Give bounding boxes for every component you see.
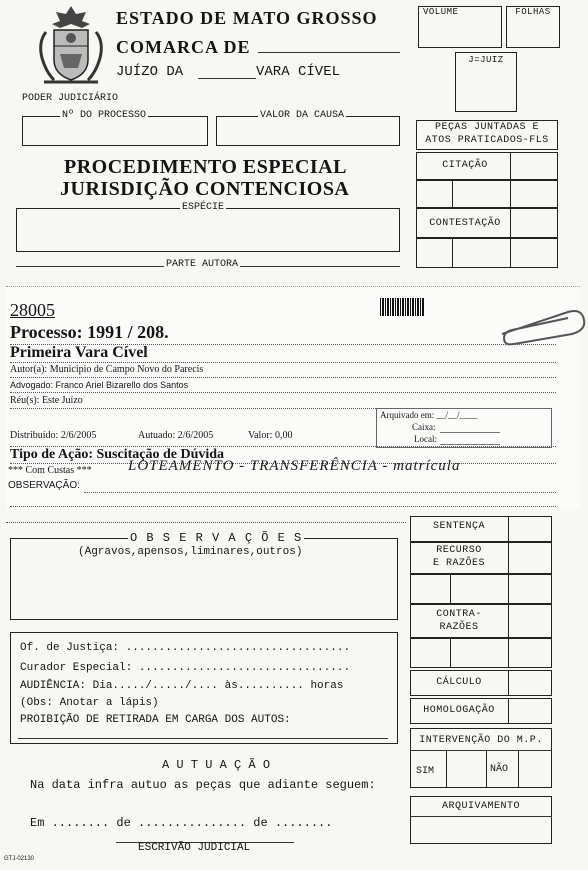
autuacao-title: A U T U A Ç Ã O xyxy=(162,758,271,772)
contestacao-box: CONTESTAÇÃO xyxy=(416,208,558,238)
label-tipo-acao: Tipo de Ação: Suscitação de Dúvida xyxy=(10,447,225,462)
label-reu: Réu(s): Este Juízo xyxy=(10,395,83,406)
pasted-label xyxy=(6,286,580,509)
label-autor: Autor(a): Municipio de Campo Novo do Parecis xyxy=(10,364,204,375)
sim-label: SIM xyxy=(416,766,435,777)
especie-label: ESPÉCIE xyxy=(182,202,225,213)
observacoes-title: O B S E R V A Ç Õ E S xyxy=(130,531,303,545)
title-line2: JURISDIÇÃO CONTENCIOSA xyxy=(60,178,350,200)
curador-line: Curador Especial: ................................ xyxy=(20,662,351,674)
especie-field xyxy=(16,208,400,252)
intervencao-mp-box: INTERVENÇÃO DO M.P. xyxy=(410,728,552,788)
proibicao-line: PROIBIÇÃO DE RETIRADA EM CARGA DOS AUTOS: xyxy=(20,714,291,726)
juiz-box: J=JUIZ xyxy=(455,52,517,112)
label-vara: Primeira Vara Cível xyxy=(10,344,148,361)
obs-lapis: (Obs: Anotar a lápis) xyxy=(20,697,159,709)
recurso-box: RECURSO E RAZÕES xyxy=(410,542,552,574)
homologacao-box: HOMOLOGAÇÃO xyxy=(410,698,552,724)
label-advogado: Advogado: Franco Ariel Bizarello dos Santos xyxy=(10,380,189,390)
escrivao-label: ESCRIVÃO JUDICIAL xyxy=(138,842,251,854)
sentenca-box: SENTENÇA xyxy=(410,516,552,542)
label-autuado: Autuado: 2/6/2005 xyxy=(138,430,214,441)
autuacao-em-line: Em ........ de ............... de ........ xyxy=(30,816,333,830)
of-justica-line: Of. de Justiça: .................................. xyxy=(20,642,351,654)
label-caixa: Caixa: xyxy=(412,422,436,432)
juizo-suffix: VARA CÍVEL xyxy=(256,64,341,80)
folhas-box: FOLHAS xyxy=(506,6,560,48)
audiencia-line: AUDIÊNCIA: Dia...../...../.... às.......... horas xyxy=(20,680,344,692)
grid-row-1 xyxy=(416,180,558,208)
label-processo: Processo: 1991 / 208. xyxy=(10,322,169,342)
poder-judiciario: PODER JUDICIÁRIO xyxy=(22,93,119,104)
valor-label: VALOR DA CAUSA xyxy=(260,110,345,121)
paper-clip xyxy=(498,306,586,346)
state-heading: ESTADO DE MATO GROSSO xyxy=(116,8,378,28)
comarca-fill-line xyxy=(258,52,400,53)
juizo-fill-line xyxy=(198,78,256,79)
barcode xyxy=(380,298,424,316)
observacoes-subtitle: (Agravos,apensos,liminares,outros) xyxy=(78,546,303,558)
label-custas: *** Com Custas *** xyxy=(8,465,92,476)
label-local: Local: xyxy=(414,434,437,444)
coat-of-arms-seal xyxy=(32,2,110,88)
footer-code: GTJ-02130 xyxy=(4,856,35,862)
pecas-juntadas-box: PEÇAS JUNTADAS E ATOS PRATICADOS-FLS xyxy=(416,120,558,150)
label-observacao: OBSERVAÇÃO: xyxy=(8,480,80,491)
grid-row-3 xyxy=(410,574,552,604)
label-number: 28005 xyxy=(10,300,55,320)
volume-box: VOLUME xyxy=(418,6,502,48)
comarca-heading: COMARCA DE xyxy=(116,37,251,57)
label-distribuido: Distribuído: 2/6/2005 xyxy=(10,430,97,441)
citacao-box: CITAÇÃO xyxy=(416,152,558,180)
parte-autora-label: PARTE AUTORA xyxy=(166,259,239,270)
autuacao-text: Na data infra autuo as peças que adiante seguem: xyxy=(30,778,376,792)
grid-row-4 xyxy=(410,638,552,668)
arquivamento-box: ARQUIVAMENTO xyxy=(410,796,552,844)
grid-row-2 xyxy=(416,238,558,268)
juizo-prefix: JUÍZO DA xyxy=(116,64,184,80)
nao-label: NÃO xyxy=(490,764,509,775)
handwritten-note: LOTEAMENTO - TRANSFERÊNCIA - matrícula xyxy=(128,458,461,474)
calculo-box: CÁLCULO xyxy=(410,670,552,696)
processo-label: Nº DO PROCESSO xyxy=(62,110,147,121)
title-line1: PROCEDIMENTO ESPECIAL xyxy=(64,156,347,178)
label-arquivado: Arquivado em: __/__/____ xyxy=(380,410,478,420)
label-valor: Valor: 0,00 xyxy=(248,430,293,441)
contra-razoes-box: CONTRA- RAZÕES xyxy=(410,604,552,638)
